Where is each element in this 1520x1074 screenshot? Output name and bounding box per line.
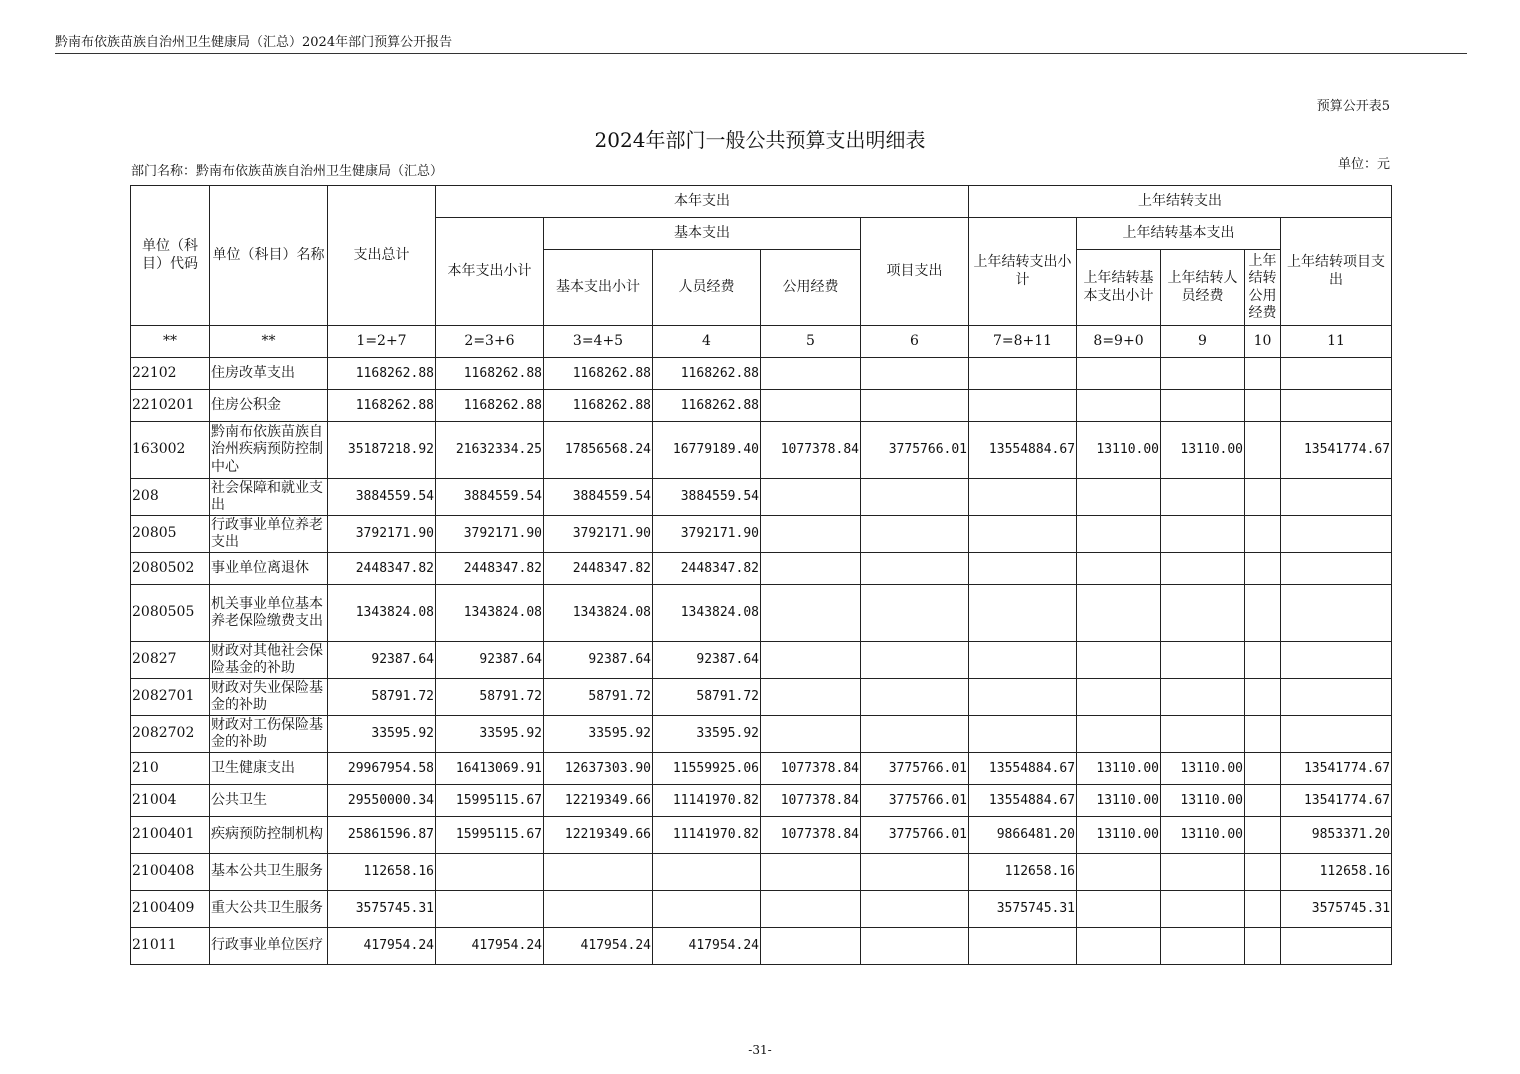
row-value bbox=[544, 854, 653, 891]
row-value bbox=[1161, 479, 1245, 516]
row-value bbox=[1161, 553, 1245, 585]
row-name: 住房改革支出 bbox=[210, 358, 328, 390]
header-carry-public: 上年结转公用经费 bbox=[1245, 250, 1281, 326]
row-value: 17856568.24 bbox=[544, 422, 653, 479]
header-public: 公用经费 bbox=[761, 250, 861, 326]
row-value: 3792171.90 bbox=[653, 516, 761, 553]
row-value: 1168262.88 bbox=[436, 358, 544, 390]
row-value: 3884559.54 bbox=[653, 479, 761, 516]
row-name: 住房公积金 bbox=[210, 390, 328, 422]
row-value bbox=[969, 642, 1077, 679]
row-value bbox=[761, 516, 861, 553]
row-code: 21004 bbox=[131, 785, 210, 817]
header-current-subtotal: 本年支出小计 bbox=[436, 218, 544, 326]
formula-cell: 1=2+7 bbox=[328, 326, 436, 358]
unit-label: 单位：元 bbox=[1337, 157, 1390, 172]
row-value: 9853371.20 bbox=[1281, 817, 1392, 854]
row-value bbox=[1077, 516, 1161, 553]
row-value bbox=[1281, 716, 1392, 753]
row-value bbox=[1281, 553, 1392, 585]
row-value bbox=[861, 390, 969, 422]
row-value: 1343824.08 bbox=[544, 585, 653, 642]
row-value bbox=[1245, 817, 1281, 854]
row-value bbox=[1077, 928, 1161, 965]
row-value bbox=[1281, 642, 1392, 679]
row-name: 公共卫生 bbox=[210, 785, 328, 817]
row-value bbox=[969, 585, 1077, 642]
header-carry-subtotal: 上年结转支出小计 bbox=[969, 218, 1077, 326]
row-value: 1077378.84 bbox=[761, 422, 861, 479]
row-name: 行政事业单位医疗 bbox=[210, 928, 328, 965]
row-value bbox=[1161, 642, 1245, 679]
row-value: 29967954.58 bbox=[328, 753, 436, 785]
row-value: 29550000.34 bbox=[328, 785, 436, 817]
row-value bbox=[761, 928, 861, 965]
row-value bbox=[1281, 358, 1392, 390]
row-value: 1168262.88 bbox=[436, 390, 544, 422]
row-value bbox=[969, 390, 1077, 422]
row-value bbox=[1245, 785, 1281, 817]
row-value: 3792171.90 bbox=[328, 516, 436, 553]
row-value: 3884559.54 bbox=[436, 479, 544, 516]
row-name: 重大公共卫生服务 bbox=[210, 891, 328, 928]
row-value: 25861596.87 bbox=[328, 817, 436, 854]
row-value bbox=[1161, 891, 1245, 928]
row-value: 12219349.66 bbox=[544, 785, 653, 817]
row-value bbox=[544, 891, 653, 928]
row-value bbox=[969, 928, 1077, 965]
row-value bbox=[1161, 390, 1245, 422]
formula-cell: ** bbox=[210, 326, 328, 358]
row-value: 92387.64 bbox=[544, 642, 653, 679]
row-code: 2100401 bbox=[131, 817, 210, 854]
row-code: 163002 bbox=[131, 422, 210, 479]
row-value: 33595.92 bbox=[653, 716, 761, 753]
row-value: 1077378.84 bbox=[761, 753, 861, 785]
row-value bbox=[761, 479, 861, 516]
formula-cell: 10 bbox=[1245, 326, 1281, 358]
header-name: 单位（科目）名称 bbox=[210, 186, 328, 326]
row-value: 1168262.88 bbox=[328, 358, 436, 390]
table-row bbox=[131, 891, 1392, 928]
row-value bbox=[1245, 679, 1281, 716]
row-value bbox=[436, 891, 544, 928]
row-value bbox=[969, 716, 1077, 753]
header-rule bbox=[55, 53, 1467, 54]
department-label: 部门名称：黔南布依族苗族自治州卫生健康局（汇总） bbox=[131, 164, 444, 179]
formula-cell: 9 bbox=[1161, 326, 1245, 358]
row-value bbox=[1077, 854, 1161, 891]
row-value: 58791.72 bbox=[653, 679, 761, 716]
row-value: 13110.00 bbox=[1077, 422, 1161, 479]
row-value bbox=[761, 358, 861, 390]
row-name: 社会保障和就业支出 bbox=[210, 479, 328, 516]
header-carry-personnel: 上年结转人员经费 bbox=[1161, 250, 1245, 326]
formula-cell: 3=4+5 bbox=[544, 326, 653, 358]
table-row bbox=[131, 642, 1392, 679]
row-value: 58791.72 bbox=[544, 679, 653, 716]
row-value: 16779189.40 bbox=[653, 422, 761, 479]
formula-cell: 4 bbox=[653, 326, 761, 358]
row-value bbox=[1077, 891, 1161, 928]
row-value: 15995115.67 bbox=[436, 785, 544, 817]
row-value: 58791.72 bbox=[328, 679, 436, 716]
row-value bbox=[761, 716, 861, 753]
row-value: 13541774.67 bbox=[1281, 753, 1392, 785]
row-code: 20805 bbox=[131, 516, 210, 553]
row-name: 基本公共卫生服务 bbox=[210, 854, 328, 891]
formula-cell: 7=8+11 bbox=[969, 326, 1077, 358]
row-value bbox=[1281, 679, 1392, 716]
row-value bbox=[861, 928, 969, 965]
row-value bbox=[1245, 422, 1281, 479]
budget-table bbox=[130, 185, 1392, 965]
row-value: 16413069.91 bbox=[436, 753, 544, 785]
row-code: 2082702 bbox=[131, 716, 210, 753]
row-value: 3884559.54 bbox=[544, 479, 653, 516]
table-row bbox=[131, 716, 1392, 753]
row-value bbox=[861, 716, 969, 753]
row-name: 财政对失业保险基金的补助 bbox=[210, 679, 328, 716]
row-value: 35187218.92 bbox=[328, 422, 436, 479]
row-value: 11559925.06 bbox=[653, 753, 761, 785]
row-value: 21632334.25 bbox=[436, 422, 544, 479]
table-row bbox=[131, 390, 1392, 422]
row-value bbox=[861, 585, 969, 642]
table-row bbox=[131, 516, 1392, 553]
table-row bbox=[131, 553, 1392, 585]
row-value: 1343824.08 bbox=[653, 585, 761, 642]
row-value: 13110.00 bbox=[1077, 785, 1161, 817]
row-value: 58791.72 bbox=[436, 679, 544, 716]
row-code: 2100409 bbox=[131, 891, 210, 928]
formula-row bbox=[131, 326, 1392, 358]
row-value: 1077378.84 bbox=[761, 785, 861, 817]
row-code: 2082701 bbox=[131, 679, 210, 716]
row-value: 2448347.82 bbox=[544, 553, 653, 585]
row-value bbox=[861, 642, 969, 679]
row-value bbox=[1077, 642, 1161, 679]
row-value bbox=[653, 854, 761, 891]
row-value: 13110.00 bbox=[1077, 817, 1161, 854]
table-row bbox=[131, 422, 1392, 479]
header-current-year: 本年支出 bbox=[436, 186, 969, 218]
row-name: 疾病预防控制机构 bbox=[210, 817, 328, 854]
table-row bbox=[131, 753, 1392, 785]
row-value bbox=[1281, 390, 1392, 422]
row-value: 1343824.08 bbox=[436, 585, 544, 642]
row-value bbox=[1245, 716, 1281, 753]
row-name: 财政对工伤保险基金的补助 bbox=[210, 716, 328, 753]
row-value: 417954.24 bbox=[328, 928, 436, 965]
row-value: 12637303.90 bbox=[544, 753, 653, 785]
row-value bbox=[969, 553, 1077, 585]
row-value: 11141970.82 bbox=[653, 785, 761, 817]
row-value: 417954.24 bbox=[436, 928, 544, 965]
header-total: 支出总计 bbox=[328, 186, 436, 326]
formula-cell: 2=3+6 bbox=[436, 326, 544, 358]
row-value bbox=[1245, 390, 1281, 422]
row-code: 208 bbox=[131, 479, 210, 516]
row-value: 3775766.01 bbox=[861, 817, 969, 854]
row-value: 13110.00 bbox=[1161, 817, 1245, 854]
running-header: 黔南布依族苗族自治州卫生健康局（汇总）2024年部门预算公开报告 bbox=[55, 35, 453, 50]
header-basic-subtotal: 基本支出小计 bbox=[544, 250, 653, 326]
row-value: 13554884.67 bbox=[969, 422, 1077, 479]
row-value: 1168262.88 bbox=[328, 390, 436, 422]
header-project: 项目支出 bbox=[861, 218, 969, 326]
row-value: 3575745.31 bbox=[969, 891, 1077, 928]
row-value bbox=[861, 516, 969, 553]
row-value bbox=[761, 854, 861, 891]
row-value bbox=[1161, 679, 1245, 716]
row-value bbox=[1245, 854, 1281, 891]
row-value bbox=[1281, 516, 1392, 553]
row-value: 2448347.82 bbox=[328, 553, 436, 585]
row-value: 33595.92 bbox=[436, 716, 544, 753]
row-code: 210 bbox=[131, 753, 210, 785]
row-value: 2448347.82 bbox=[436, 553, 544, 585]
table-body bbox=[131, 358, 1392, 965]
row-code: 2080505 bbox=[131, 585, 210, 642]
header-carry-basic: 上年结转基本支出 bbox=[1077, 218, 1281, 250]
row-value bbox=[1245, 642, 1281, 679]
row-name: 卫生健康支出 bbox=[210, 753, 328, 785]
row-value: 92387.64 bbox=[436, 642, 544, 679]
row-value bbox=[1245, 479, 1281, 516]
row-value bbox=[761, 642, 861, 679]
table-row bbox=[131, 785, 1392, 817]
formula-cell: ** bbox=[131, 326, 210, 358]
row-value bbox=[1161, 928, 1245, 965]
header-carryover: 上年结转支出 bbox=[969, 186, 1392, 218]
table-row bbox=[131, 358, 1392, 390]
table-row bbox=[131, 679, 1392, 716]
row-value bbox=[761, 585, 861, 642]
row-value: 112658.16 bbox=[969, 854, 1077, 891]
row-value: 112658.16 bbox=[1281, 854, 1392, 891]
row-value bbox=[1077, 358, 1161, 390]
header-carry-project: 上年结转项目支出 bbox=[1281, 218, 1392, 326]
row-value: 1168262.88 bbox=[653, 358, 761, 390]
row-value bbox=[861, 679, 969, 716]
row-value: 33595.92 bbox=[544, 716, 653, 753]
row-value bbox=[861, 358, 969, 390]
row-value: 1343824.08 bbox=[328, 585, 436, 642]
page-number: -31- bbox=[748, 1043, 772, 1057]
row-value: 1168262.88 bbox=[544, 358, 653, 390]
row-code: 21011 bbox=[131, 928, 210, 965]
row-value bbox=[1245, 358, 1281, 390]
row-value: 92387.64 bbox=[328, 642, 436, 679]
row-value bbox=[1077, 553, 1161, 585]
row-name: 行政事业单位养老支出 bbox=[210, 516, 328, 553]
row-value bbox=[1245, 553, 1281, 585]
form-number: 预算公开表5 bbox=[1316, 99, 1390, 114]
row-value bbox=[761, 891, 861, 928]
row-name: 黔南布依族苗族自治州疾病预防控制中心 bbox=[210, 422, 328, 479]
row-value bbox=[436, 854, 544, 891]
row-value bbox=[1281, 479, 1392, 516]
row-value: 13541774.67 bbox=[1281, 422, 1392, 479]
row-value: 92387.64 bbox=[653, 642, 761, 679]
row-value bbox=[1161, 854, 1245, 891]
header-basic: 基本支出 bbox=[544, 218, 861, 250]
row-value: 15995115.67 bbox=[436, 817, 544, 854]
row-value bbox=[1245, 891, 1281, 928]
row-value bbox=[1245, 516, 1281, 553]
row-value bbox=[1077, 390, 1161, 422]
row-value bbox=[1077, 585, 1161, 642]
row-value: 11141970.82 bbox=[653, 817, 761, 854]
row-value: 13110.00 bbox=[1077, 753, 1161, 785]
row-value bbox=[1245, 928, 1281, 965]
row-value bbox=[861, 553, 969, 585]
row-name: 机关事业单位基本养老保险缴费支出 bbox=[210, 585, 328, 642]
table-row bbox=[131, 479, 1392, 516]
row-value bbox=[1161, 716, 1245, 753]
header-code: 单位（科目）代码 bbox=[131, 186, 210, 326]
row-value: 1168262.88 bbox=[653, 390, 761, 422]
table-row bbox=[131, 854, 1392, 891]
row-code: 2100408 bbox=[131, 854, 210, 891]
row-code: 20827 bbox=[131, 642, 210, 679]
row-value: 417954.24 bbox=[653, 928, 761, 965]
row-value bbox=[1077, 716, 1161, 753]
row-value bbox=[969, 516, 1077, 553]
row-value: 3792171.90 bbox=[544, 516, 653, 553]
row-value bbox=[1161, 516, 1245, 553]
row-code: 2080502 bbox=[131, 553, 210, 585]
row-name: 财政对其他社会保险基金的补助 bbox=[210, 642, 328, 679]
row-value: 3884559.54 bbox=[328, 479, 436, 516]
row-code: 2210201 bbox=[131, 390, 210, 422]
row-value bbox=[1245, 753, 1281, 785]
row-code: 22102 bbox=[131, 358, 210, 390]
row-value: 9866481.20 bbox=[969, 817, 1077, 854]
row-value bbox=[861, 891, 969, 928]
row-value: 3792171.90 bbox=[436, 516, 544, 553]
row-value: 2448347.82 bbox=[653, 553, 761, 585]
row-value: 112658.16 bbox=[328, 854, 436, 891]
row-name: 事业单位离退休 bbox=[210, 553, 328, 585]
row-value: 12219349.66 bbox=[544, 817, 653, 854]
row-value: 3575745.31 bbox=[328, 891, 436, 928]
formula-cell: 11 bbox=[1281, 326, 1392, 358]
row-value: 13110.00 bbox=[1161, 753, 1245, 785]
row-value bbox=[969, 479, 1077, 516]
row-value bbox=[1077, 679, 1161, 716]
row-value: 13110.00 bbox=[1161, 422, 1245, 479]
formula-cell: 5 bbox=[761, 326, 861, 358]
row-value: 3775766.01 bbox=[861, 785, 969, 817]
row-value: 417954.24 bbox=[544, 928, 653, 965]
row-value: 3775766.01 bbox=[861, 753, 969, 785]
row-value bbox=[1245, 585, 1281, 642]
row-value bbox=[761, 390, 861, 422]
row-value bbox=[1077, 479, 1161, 516]
row-value: 3775766.01 bbox=[861, 422, 969, 479]
row-value: 1077378.84 bbox=[761, 817, 861, 854]
row-value: 1168262.88 bbox=[544, 390, 653, 422]
row-value bbox=[653, 891, 761, 928]
row-value bbox=[861, 854, 969, 891]
row-value bbox=[861, 479, 969, 516]
row-value: 13110.00 bbox=[1161, 785, 1245, 817]
document-title: 2024年部门一般公共预算支出明细表 bbox=[594, 128, 926, 152]
row-value bbox=[1281, 928, 1392, 965]
row-value bbox=[969, 679, 1077, 716]
table-row bbox=[131, 817, 1392, 854]
row-value: 13554884.67 bbox=[969, 753, 1077, 785]
formula-cell: 8=9+0 bbox=[1077, 326, 1161, 358]
row-value: 13541774.67 bbox=[1281, 785, 1392, 817]
row-value bbox=[1161, 358, 1245, 390]
table-row bbox=[131, 928, 1392, 965]
table-row bbox=[131, 585, 1392, 642]
formula-cell: 6 bbox=[861, 326, 969, 358]
header-personnel: 人员经费 bbox=[653, 250, 761, 326]
row-value: 13554884.67 bbox=[969, 785, 1077, 817]
row-value bbox=[1281, 585, 1392, 642]
row-value: 3575745.31 bbox=[1281, 891, 1392, 928]
row-value: 33595.92 bbox=[328, 716, 436, 753]
row-value bbox=[969, 358, 1077, 390]
row-value bbox=[761, 553, 861, 585]
row-value bbox=[761, 679, 861, 716]
row-value bbox=[1161, 585, 1245, 642]
header-carry-basic-subtotal: 上年结转基本支出小计 bbox=[1077, 250, 1161, 326]
